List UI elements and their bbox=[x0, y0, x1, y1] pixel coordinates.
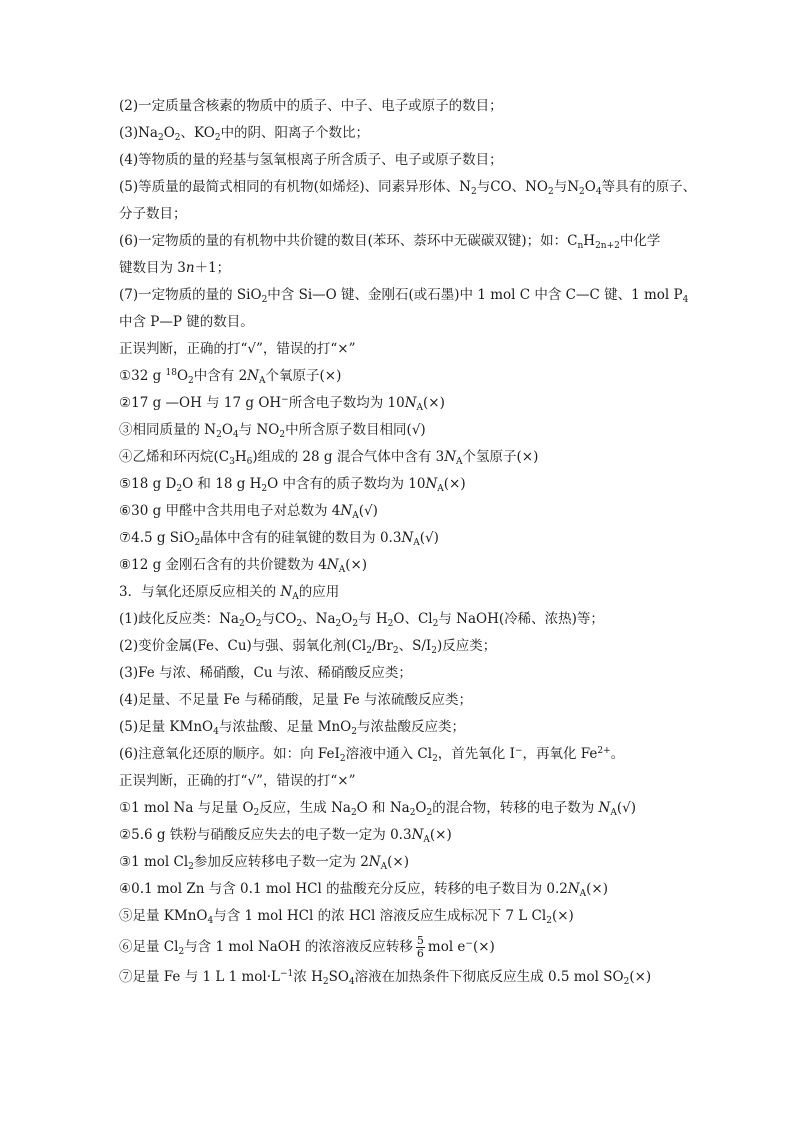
text-line: ③1 mol $Cl_2$参加反应转移电子数一定为 $2N_A(\times)$ bbox=[119, 854, 409, 872]
text-line: 3．与氧化还原反应相关的 $N_A$的应用 bbox=[119, 584, 340, 602]
text-line: 中含 P—P 键的数目。 bbox=[119, 314, 254, 330]
text-line: ③相同质量的 $N_2O_4$与 $NO_2$中所含原子数目相同(√) bbox=[119, 422, 426, 440]
text-line: 键数目为 3n＋1； bbox=[119, 260, 231, 276]
text-line: (2)一定质量含核素的物质中的质子、中子、电子或原子的数目； bbox=[119, 98, 503, 114]
text-line: (2)变价金属(Fe、Cu)与强、弱氧化剂($Cl_2/Br_2$、$S/I_2$)反应类； bbox=[119, 638, 497, 656]
text-line: (1)歧化反应类：$Na_2O_2$与$CO_2$、$Na_2O_2$与 $H_2O$、$Cl_2$与 NaOH(冷稀、浓热)等； bbox=[119, 611, 604, 629]
text-line: 正误判断，正确的打“√”，错误的打“×” bbox=[119, 773, 356, 789]
text-line: (7)一定物质的量的 SiO$_2$中含 Si—O 键、金刚石(或石墨)中 1 mol C 中含 C—C 键、1 mol $P_4$ bbox=[119, 287, 689, 305]
text-line: ⑦足量 Fe 与 1 L 1 $mol\cdot L^{-1}$浓 $H_2SO_4$溶液在加热条件下彻底反应生成 0.5 mol $SO_2(\times)$ bbox=[119, 969, 652, 987]
text-line: ④乙烯和环丙烷$(C_3H_6)$组成的 28 g 混合气体中含有 $3N_A$个氢原子(×) bbox=[119, 449, 539, 467]
text-line: ⑦4.5 g SiO$_2$晶体中含有的硅氧键的数目为 $0.3N_A(√)$ bbox=[119, 530, 439, 548]
text-line: ⑤18 g $D_2O$ 和 18 g $H_2O$ 中含有的质子数均为 $10N_A(\times)$ bbox=[119, 476, 466, 494]
text-line: $(3)Na_2O_2$、$KO_2$中的阴、阳离子个数比； bbox=[119, 125, 370, 143]
text-line: (4)等物质的量的羟基与氢氧根离子所含质子、电子或原子数目； bbox=[119, 152, 503, 168]
text-line: ⑥足量 $Cl_2$与含 1 mol NaOH 的浓溶液反应转移 $\frac{5}{6}$ mol e−(×) bbox=[119, 934, 495, 960]
text-line: (5)足量 KMnO$_4$与浓盐酸、足量 MnO$_2$与浓盐酸反应类； bbox=[119, 719, 465, 737]
text-line: ⑤足量 KMnO$_4$与含 1 mol HCl 的浓 HCl 溶液反应生成标况下 7 L $Cl_2(\times)$ bbox=[119, 908, 574, 926]
text-line: ①1 mol Na 与足量 $O_2$反应，生成 $Na_2O$ 和 $Na_2O_2$的混合物，转移的电子数为 $N_A(√)$ bbox=[119, 800, 636, 818]
text-line: 正误判断，正确的打“√”，错误的打“×” bbox=[119, 341, 356, 357]
text-line: ④0.1 mol Zn 与含 0.1 mol HCl 的盐酸充分反应，转移的电子数目为 $0.2N_A(\times)$ bbox=[119, 881, 609, 899]
text-line: ②17 g —OH 与 17 g OH−所含电子数均为 $10N_A(\times)$ bbox=[119, 395, 445, 413]
text-line: ①32 g $^{18}O_2$中含有 $2N_A$个氧原子(×) bbox=[119, 368, 342, 386]
text-line: ⑧12 g 金刚石含有的共价键数为 $4N_A(\times)$ bbox=[119, 557, 368, 575]
document-body bbox=[119, 93, 697, 991]
text-line: 分子数目； bbox=[119, 206, 187, 222]
text-line: ⑥30 g 甲醛中含共用电子对总数为 $4N_A(√)$ bbox=[119, 503, 378, 521]
text-line: (6)一定物质的量的有机物中共价键的数目(苯环、萘环中无碳碳双键)；如：$C_nH_{2n+2}$中化学 bbox=[119, 233, 661, 251]
text-line: ②5.6 g 铁粉与硝酸反应失去的电子数一定为 $0.3N_A(\times)$ bbox=[119, 827, 452, 845]
text-line: (6)注意氧化还原的顺序。如：向 FeI$_2$溶液中通入 $Cl_2$，首先氧化 I−，再氧化 $Fe^{2+}$。 bbox=[119, 746, 625, 764]
text-line: (3)Fe 与浓、稀硝酸，Cu 与浓、稀硝酸反应类； bbox=[119, 665, 412, 681]
text-line: (5)等质量的最简式相同的有机物(如烯烃)、同素异形体、$N_2$与CO、$NO_2$与$N_2O_4$等具有的原子、 bbox=[119, 179, 697, 197]
text-line: (4)足量、不足量 Fe 与稀硝酸，足量 Fe 与浓硫酸反应类； bbox=[119, 692, 473, 708]
